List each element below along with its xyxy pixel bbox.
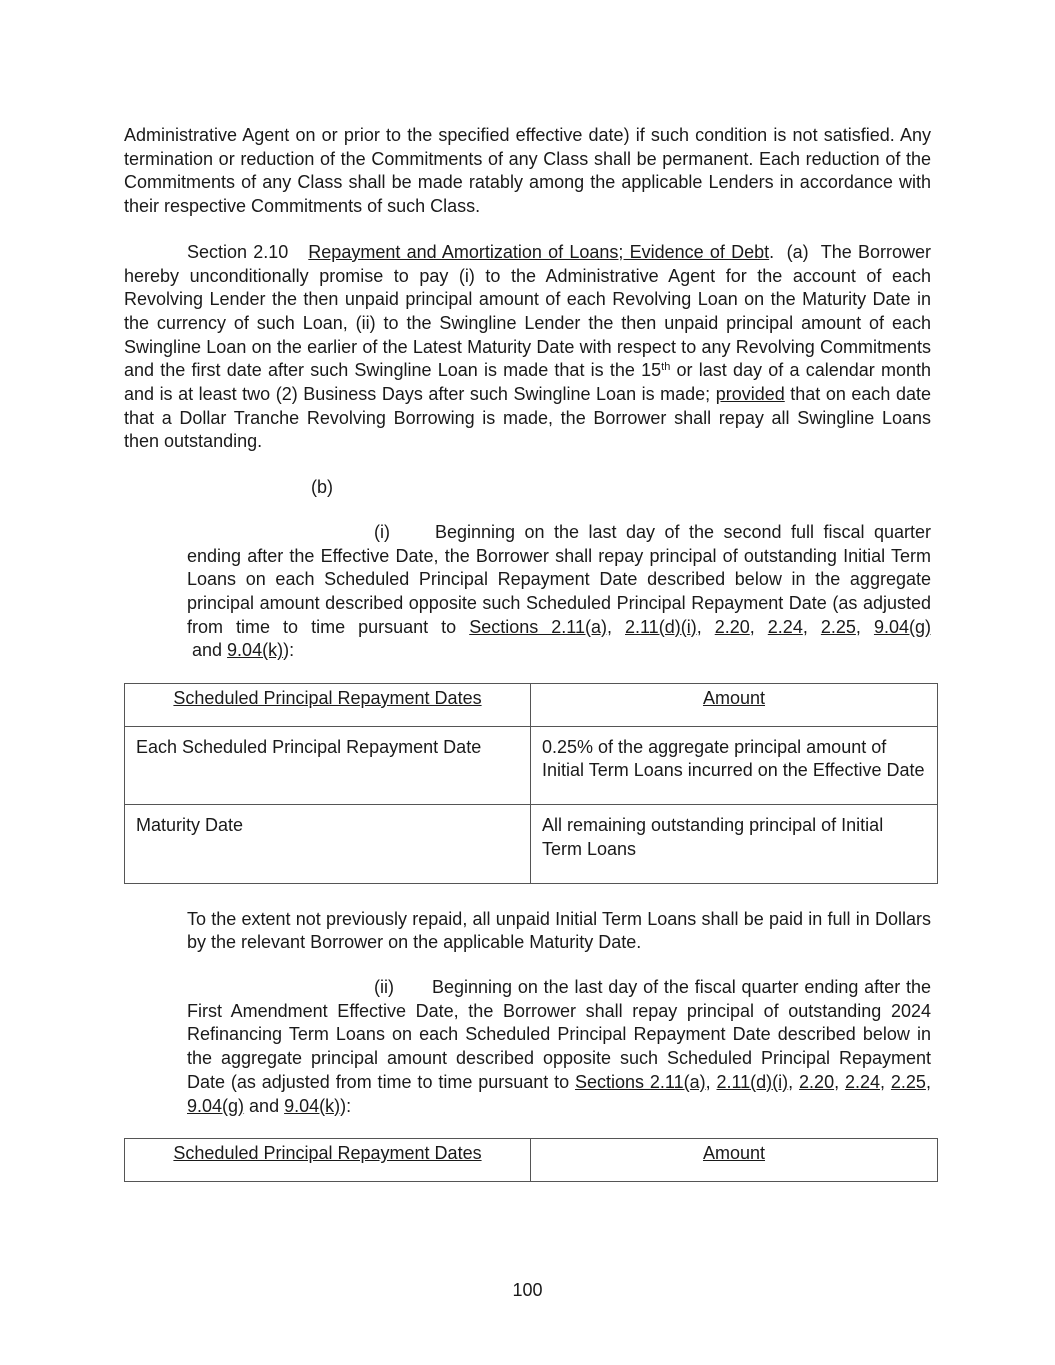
clause-i-label: (i) — [374, 521, 390, 542]
header-dates: Scheduled Principal Repayment Dates — [173, 1143, 482, 1164]
table-row — [125, 805, 938, 883]
table-cell-amount: 0.25% of the aggregate principal amount of Initial Term Loans incurred on the Effective Date — [531, 726, 938, 804]
clause-ii-text: Beginning on the last day of the fiscal quarter ending after the First Amendment Effective Date, the Borrower shall repay principal of outstanding 2024 Refinancing Term Loans on each Scheduled Principal Repayment Date described below in the aggregate principal amount described opposite such Scheduled Principal Repayment Date (as adjusted from time to time pursuant to — [187, 976, 931, 1092]
clause-b-label: (b) — [311, 477, 333, 498]
ref-sections-2-11a: Sections 2.11(a) — [575, 1071, 706, 1092]
table-header-cell — [125, 1139, 531, 1182]
clause-i-text: Beginning on the last day of the second full fiscal quarter ending after the Effective Date, the Borrower shall repay principal of outstanding Initial Term Loans on each Scheduled Principal Repayment Date described below in the aggregate principal amount described opposite such Scheduled Principal Repayment Date (as adjusted from time to time pursuant to — [187, 521, 931, 637]
ref-9-04g: 9.04(g) — [873, 616, 931, 637]
ref-2-25: 2.25 — [820, 616, 856, 637]
and-word: and — [244, 1095, 285, 1116]
clause-a-text-1: The Borrower hereby unconditionally promise to pay (i) to the Administrative Agent for the account of each Revolving Lender the then unpaid principal amount of each Revolving Loan on the Maturity Date in the currency of such Loan, (ii) to the Swingline Lender the then unpaid principal amount of each Swingline Loan on the earlier of the Latest Maturity Date with respect to any Revolving Commitments and the first date after such Swingline Loan is made that is the 15 — [124, 241, 931, 381]
clause-a-text-2: or last day of a calendar month and is at least two (2) Business Days after such Swingline Loan is made; — [124, 360, 931, 405]
ref-sections-2-11a: Sections 2.11(a) — [469, 616, 607, 637]
section-2-10-paragraph-a — [124, 241, 931, 454]
ref-9-04k: 9.04(k) — [284, 1095, 341, 1116]
document-page — [124, 124, 931, 1182]
ref-2-11di: 2.11(d)(i) — [625, 616, 697, 637]
ref-2-25: 2.25 — [890, 1071, 926, 1092]
table-header-row — [125, 684, 938, 727]
page-number: 100 — [512, 1280, 543, 1300]
table-cell-amount: All remaining outstanding principal of Initial Term Loans — [531, 805, 938, 883]
clause-ii-end: ): — [340, 1095, 352, 1116]
provided-term: provided — [715, 384, 785, 405]
clause-b-i-paragraph: (i) Beginning on the last day of the second full fiscal quarter ending after the Effective Date, the Borrower shall repay principal of outstanding Initial Term Loans on each Scheduled Principal Repayment Date described below in the aggregate principal amount described opposite such Scheduled Principal Repayment Date (as adjusted from time to time pursuant to Sections 2.11(a), 2.11(d)(i), 2.20, 2.24, 2.25, 9.04(g) and 9.04(k)): — [187, 521, 931, 661]
section-number: Section 2.10 — [187, 241, 289, 262]
table-header-cell — [125, 684, 531, 727]
table-header-cell — [531, 684, 938, 727]
repayment-schedule-table-2024 — [124, 1138, 938, 1182]
ref-9-04k: 9.04(k) — [227, 640, 284, 661]
table-header-cell — [531, 1139, 938, 1182]
header-amount: Amount — [702, 1143, 766, 1164]
ref-2-24: 2.24 — [767, 616, 803, 637]
ref-2-20: 2.20 — [799, 1071, 835, 1092]
clause-a-label: . (a) — [769, 241, 821, 262]
paragraph-unpaid-initial-term-loans: To the extent not previously repaid, all unpaid Initial Term Loans shall be paid in full in Dollars by the relevant Borrower on the applicable Maturity Date. — [187, 908, 931, 953]
clause-b-ii-block — [187, 976, 931, 1118]
table-row — [125, 726, 938, 804]
table-cell-date: Maturity Date — [125, 805, 531, 883]
clause-ii-label: (ii) — [374, 976, 394, 997]
ref-2-11di: 2.11(d)(i) — [716, 1071, 789, 1092]
clause-i-end: ): — [283, 640, 295, 661]
header-amount: Amount — [702, 688, 766, 709]
header-dates: Scheduled Principal Repayment Dates — [173, 688, 482, 709]
paragraph-commitment-reduction: Administrative Agent on or prior to the specified effective date) if such condition is not satisfied. Any termination or reduction of the Commitments of any Class shall be permanent. Each reduction of the Commitments of any Class shall be made ratably among the applicable Lenders in accordance with their respective Commitments of such Class. — [124, 125, 931, 217]
table-header-row — [125, 1139, 938, 1182]
ref-9-04g: 9.04(g) — [187, 1095, 245, 1116]
repayment-schedule-table-initial — [124, 683, 938, 884]
and-word: and — [187, 640, 228, 661]
clause-b-ii-paragraph: (ii) Beginning on the last day of the fiscal quarter ending after the First Amendment Effective Date, the Borrower shall repay principal of outstanding 2024 Refinancing Term Loans on each Scheduled Principal Repayment Date described below in the aggregate principal amount described opposite such Scheduled Principal Repayment Date (as adjusted from time to time pursuant to Sections 2.11(a), 2.11(d)(i), 2.20, 2.24, 2.25, 9.04(g) and 9.04(k)): — [187, 976, 931, 1116]
clause-a-text-3: that on each date that a Dollar Tranche Revolving Borrowing is made, the Borrower shall repay all Swingline Loans then outstanding. — [124, 384, 931, 452]
table-cell-date: Each Scheduled Principal Repayment Date — [125, 726, 531, 804]
ordinal-superscript: th — [661, 361, 671, 374]
clause-b-i-block — [187, 521, 931, 663]
ref-2-24: 2.24 — [844, 1071, 881, 1092]
after-table-block — [187, 908, 931, 955]
section-title: Repayment and Amortization of Loans; Evidence of Debt — [308, 241, 770, 262]
ref-2-20: 2.20 — [714, 616, 750, 637]
